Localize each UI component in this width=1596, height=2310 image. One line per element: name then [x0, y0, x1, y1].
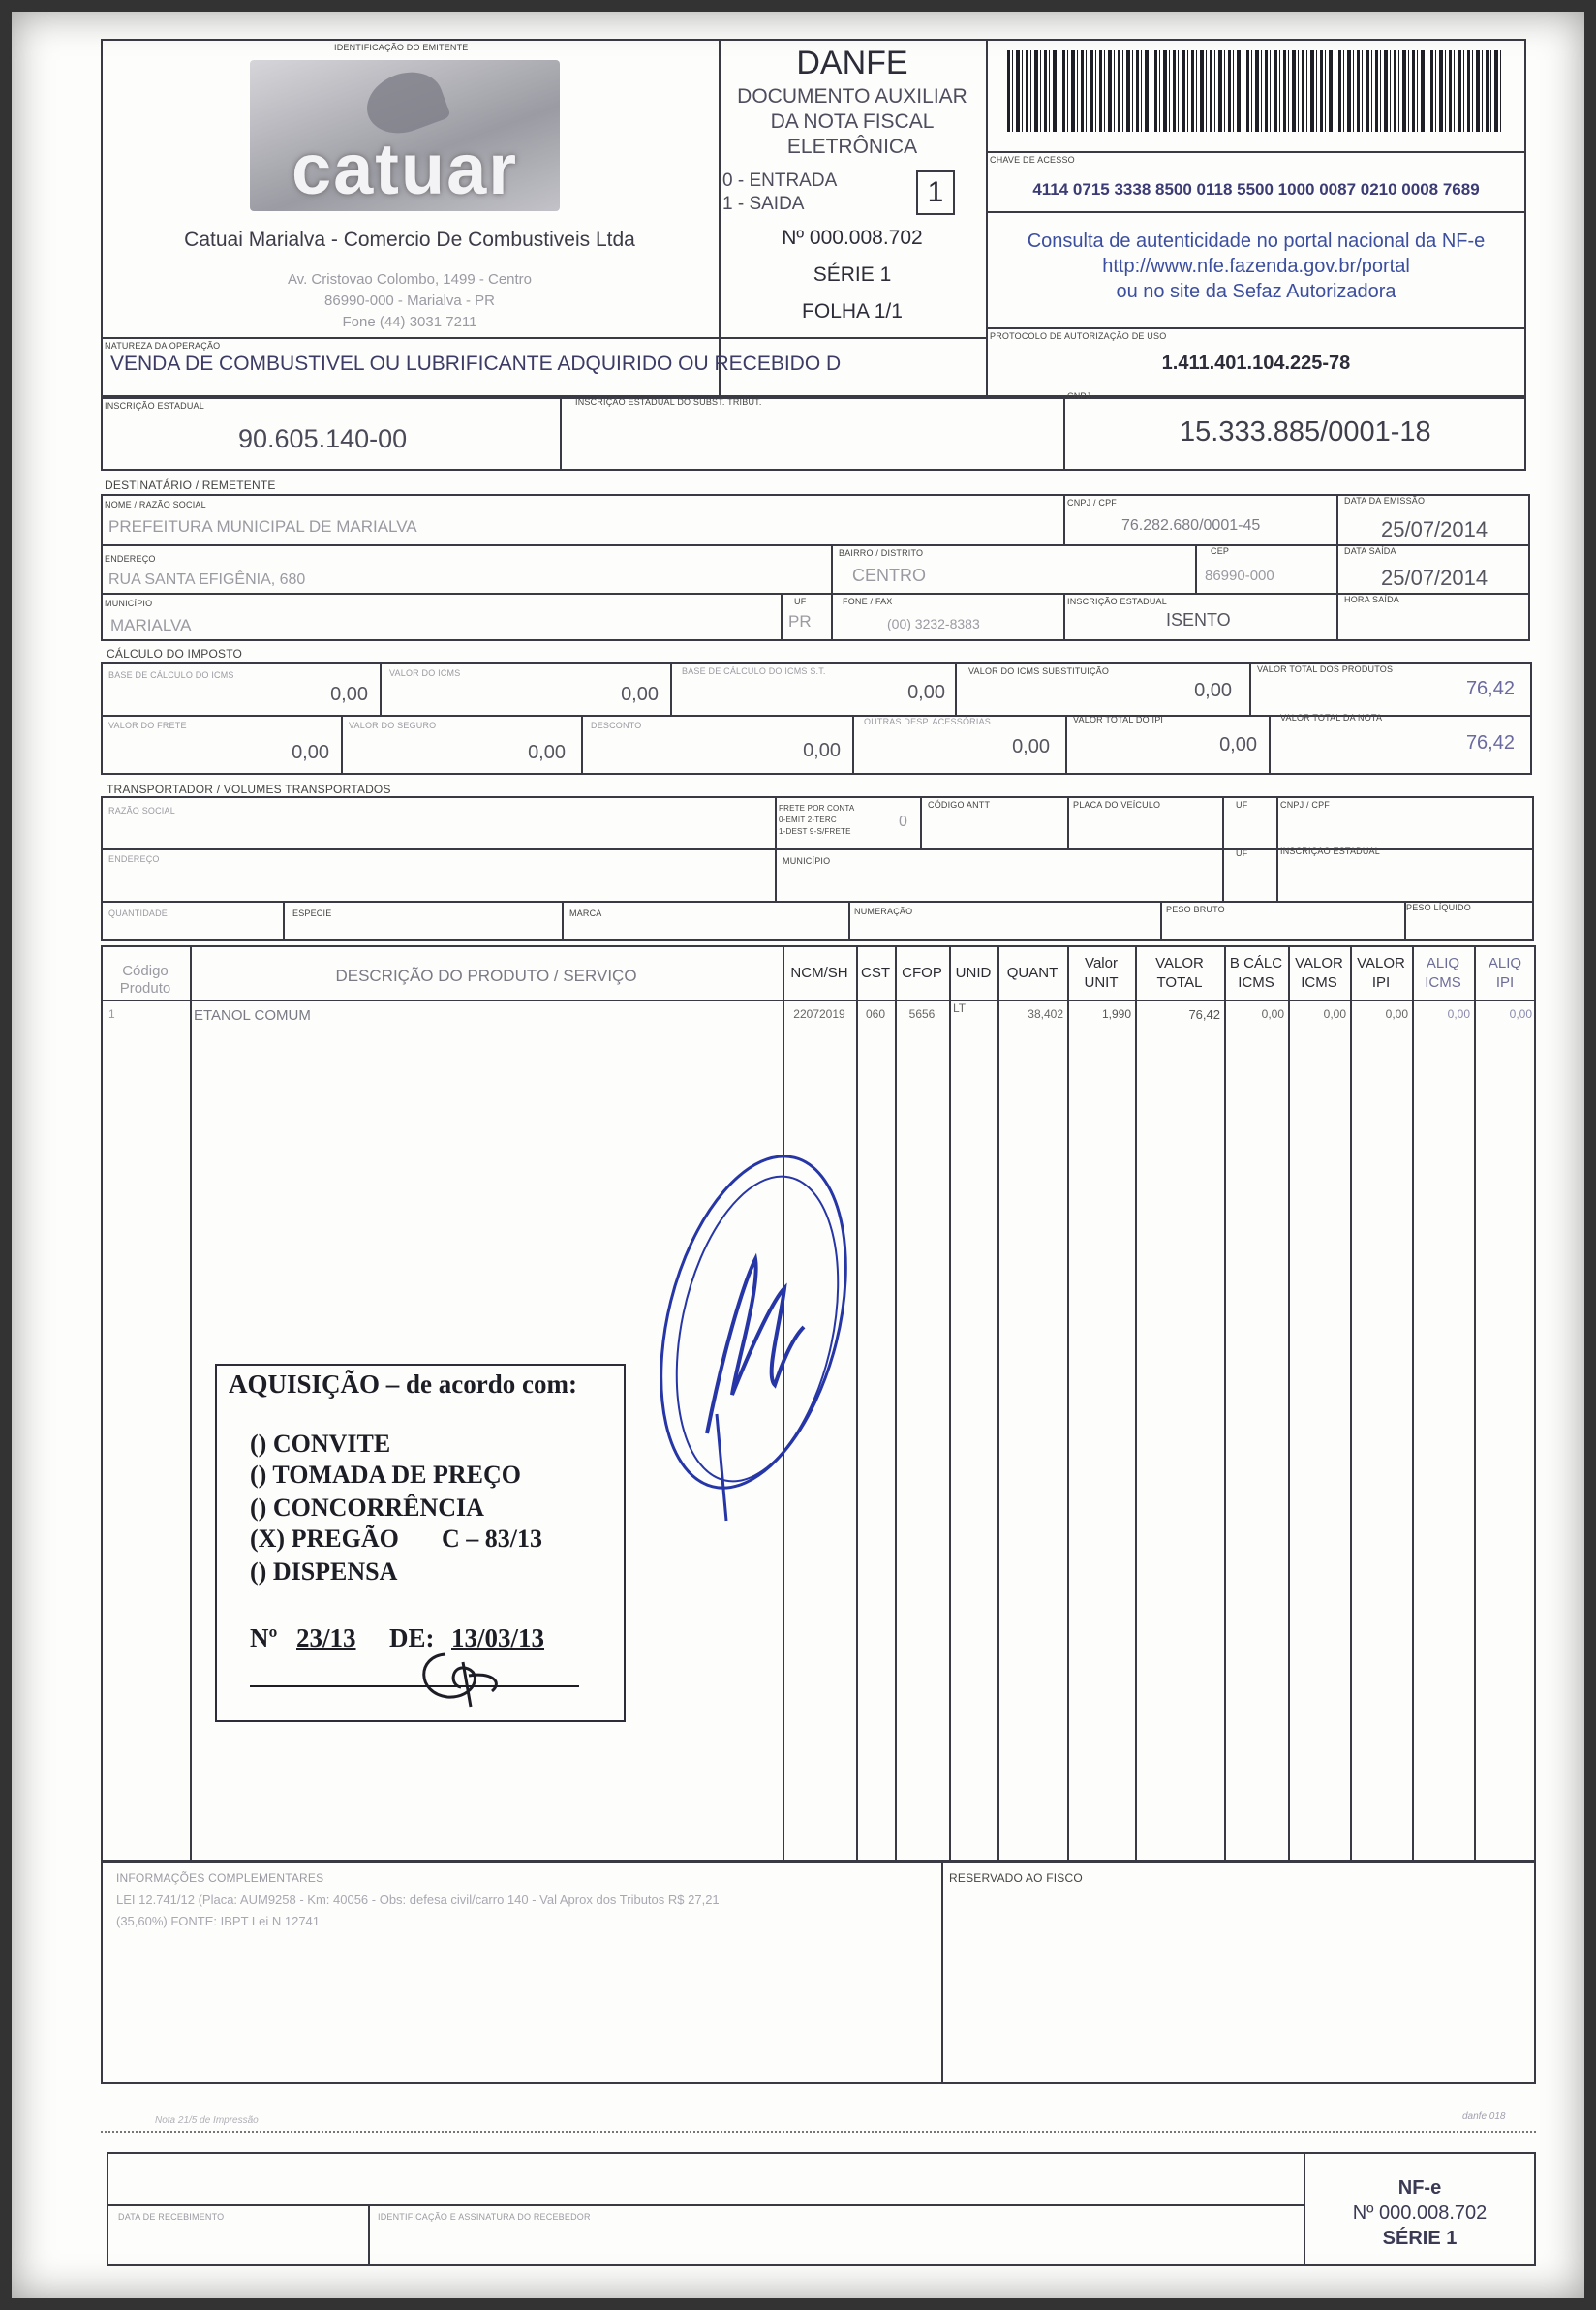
signature	[639, 1143, 872, 1550]
uf-label: UF	[794, 597, 807, 606]
frete-opts1: 0-EMIT 2-TERC	[779, 816, 837, 824]
marca-label: MARCA	[569, 909, 602, 918]
frete-value: 0,00	[292, 742, 329, 763]
info-line1: LEI 12.741/12 (Placa: AUM9258 - Km: 40056 - Obs: defesa civil/carro 140 - Val Aprox dos Tributos R$ 27,21	[116, 1893, 720, 1907]
dest-ie-label: INSCRIÇÃO ESTADUAL	[1067, 597, 1167, 606]
fone-label: FONE / FAX	[843, 597, 893, 606]
footer-left-note: Nota 21/5 de Impressão	[155, 2115, 259, 2126]
saida-label: 1 - SAIDA	[722, 194, 805, 214]
stamp-convite: () CONVITE	[250, 1430, 391, 1458]
th-bcalc-2: ICMS	[1238, 974, 1274, 991]
quantidade-label: QUANTIDADE	[108, 909, 169, 918]
emitente-label: IDENTIFICAÇÃO DO EMITENTE	[334, 43, 469, 52]
logo-text: catuar	[291, 129, 519, 209]
th-bcalc-1: B CÁLC	[1229, 955, 1283, 971]
tipo-value: 1	[927, 176, 944, 208]
th-vtotal-2: TOTAL	[1156, 974, 1203, 991]
emissao-label: DATA DA EMISSÃO	[1344, 496, 1426, 506]
peso-liquido-label: PESO LÍQUIDO	[1406, 903, 1471, 912]
total-nota-value: 76,42	[1465, 732, 1515, 754]
nome-value: PREFEITURA MUNICIPAL DE MARIALVA	[108, 517, 417, 536]
nome-label: NOME / RAZÃO SOCIAL	[105, 500, 206, 509]
th-descricao: DESCRIÇÃO DO PRODUTO / SERVIÇO	[335, 967, 637, 985]
th-codigo-2: Produto	[119, 980, 171, 997]
cell-cfop: 5656	[908, 1007, 936, 1021]
transp-cnpj-label: CNPJ / CPF	[1280, 800, 1331, 810]
th-ncm: NCM/SH	[790, 965, 848, 981]
danfe-numero: Nº 000.008.702	[782, 227, 923, 249]
cnpj-value: 15.333.885/0001-18	[1180, 416, 1431, 447]
th-aicms-2: ICMS	[1425, 974, 1461, 991]
th-vipi-1: VALOR	[1357, 955, 1405, 971]
destinatario-section: DESTINATÁRIO / REMETENTE	[105, 478, 276, 492]
stamp-num: 23/13	[296, 1623, 356, 1652]
uf-value: PR	[788, 612, 812, 631]
municipio-label: MUNICÍPIO	[105, 599, 153, 608]
ie-label: INSCRIÇÃO ESTADUAL	[105, 401, 204, 411]
logo	[250, 60, 560, 211]
th-codigo-1: Código	[122, 963, 169, 979]
chave-value: 4114 0715 3338 8500 0118 5500 1000 0087 0210 0008 7689	[1032, 180, 1480, 199]
imposto-section: CÁLCULO DO IMPOSTO	[107, 647, 243, 661]
bc-icms-st-value: 0,00	[907, 682, 945, 703]
th-aipi-2: IPI	[1495, 974, 1515, 991]
th-cfop: CFOP	[902, 965, 942, 981]
footer-right-note: danfe 018	[1462, 2111, 1506, 2122]
danfe-line3: ELETRÔNICA	[786, 136, 918, 158]
transportador-section: TRANSPORTADOR / VOLUMES TRANSPORTADOS	[107, 783, 391, 796]
v-icms-st-value: 0,00	[1194, 680, 1232, 701]
fisco-label: RESERVADO AO FISCO	[949, 1871, 1083, 1885]
frete-label: VALOR DO FRETE	[108, 721, 187, 730]
cell-descricao: ETANOL COMUM	[194, 1007, 311, 1024]
total-ipi-label: VALOR TOTAL DO IPI	[1073, 715, 1164, 724]
especie-label: ESPÉCIE	[292, 909, 332, 918]
stamp-pregao-num: C – 83/13	[442, 1525, 542, 1553]
razao-label: RAZÃO SOCIAL	[108, 806, 175, 816]
emitente-phone: Fone (44) 3031 7211	[342, 314, 477, 330]
stamp-pregao: (X) PREGÃO	[250, 1525, 399, 1553]
cell-aipi: 0,00	[1509, 1007, 1532, 1021]
danfe-line2: DA NOTA FISCAL	[770, 110, 935, 133]
peso-bruto-label: PESO BRUTO	[1166, 905, 1225, 914]
natureza-value: VENDA DE COMBUSTIVEL OU LUBRIFICANTE ADQUIRIDO OU RECEBIDO D	[110, 353, 842, 375]
cell-bcalc: 0,00	[1261, 1007, 1284, 1021]
stamp-concorrencia: () CONCORRÊNCIA	[250, 1494, 484, 1522]
danfe-serie: SÉRIE 1	[813, 263, 892, 286]
transp-uf-label: UF	[1236, 800, 1248, 810]
cep-label: CEP	[1211, 546, 1230, 556]
info-line2: (35,60%) FONTE: IBPT Lei N 12741	[116, 1914, 321, 1928]
consulta-line1: Consulta de autenticidade no portal nacional da NF-e	[1027, 231, 1486, 252]
v-icms-value: 0,00	[621, 684, 659, 705]
cnpj-label: CNPJ	[1067, 391, 1091, 401]
frete-por-conta-label: FRETE POR CONTA	[779, 804, 855, 813]
stamp-signature	[407, 1643, 513, 1710]
total-ipi-value: 0,00	[1219, 734, 1257, 755]
cell-vicms: 0,00	[1323, 1007, 1346, 1021]
cut-line	[101, 2131, 1536, 2133]
protocolo-value: 1.411.401.104.225-78	[1161, 353, 1351, 374]
protocolo-label: PROTOCOLO DE AUTORIZAÇÃO DE USO	[990, 331, 1167, 341]
dest-cnpj-value: 76.282.680/0001-45	[1121, 517, 1261, 534]
th-aipi-1: ALIQ	[1488, 955, 1522, 971]
cell-codigo: 1	[108, 1007, 115, 1021]
dest-ie-value: ISENTO	[1166, 610, 1231, 630]
entrada-label: 0 - ENTRADA	[722, 170, 838, 191]
stamp-title: AQUISIÇÃO – de acordo com:	[229, 1370, 577, 1399]
natureza-label: NATUREZA DA OPERAÇÃO	[105, 341, 221, 351]
saida-value: 25/07/2014	[1381, 566, 1489, 590]
stamp-num-label: Nº	[250, 1623, 278, 1652]
cell-vtotal: 76,42	[1188, 1007, 1220, 1022]
data-recebimento-label: DATA DE RECEBIMENTO	[118, 2212, 225, 2222]
th-vicms-1: VALOR	[1295, 955, 1343, 971]
frete-opts2: 1-DEST 9-S/FRETE	[779, 827, 851, 836]
th-vicms-2: ICMS	[1301, 974, 1337, 991]
danfe-folha: FOLHA 1/1	[802, 300, 903, 323]
chave-label: CHAVE DE ACESSO	[990, 155, 1075, 165]
transp-municipio-label: MUNICÍPIO	[783, 856, 831, 866]
saida-label: DATA SAÍDA	[1344, 546, 1396, 556]
endereco-label: ENDEREÇO	[105, 554, 156, 564]
danfe-title: DANFE	[796, 45, 908, 81]
canhoto-nfe: NF-e	[1397, 2177, 1442, 2199]
stamp-de-label: DE:	[389, 1623, 435, 1652]
desconto-label: DESCONTO	[591, 721, 642, 730]
cell-cst: 060	[865, 1007, 886, 1021]
consulta-line2: http://www.nfe.fazenda.gov.br/portal	[1102, 256, 1410, 277]
endereco-value: RUA SANTA EFIGÊNIA, 680	[108, 571, 306, 588]
bc-icms-st-label: BASE DE CÁLCULO DO ICMS S.T.	[682, 666, 826, 676]
cell-unid: LT	[953, 1001, 967, 1015]
cell-vipi: 0,00	[1385, 1007, 1408, 1021]
v-icms-label: VALOR DO ICMS	[389, 668, 461, 678]
ie-st-label: INSCRIÇÃO ESTADUAL DO SUBST. TRIBUT.	[575, 397, 762, 407]
bairro-label: BAIRRO / DISTRITO	[839, 548, 924, 558]
stamp-de: 13/03/13	[451, 1623, 545, 1652]
canhoto-numero: Nº 000.008.702	[1352, 2202, 1488, 2224]
transp-uf2-label: UF	[1236, 848, 1248, 858]
seguro-label: VALOR DO SEGURO	[349, 721, 437, 730]
th-vipi-2: IPI	[1371, 974, 1391, 991]
canhoto-serie: SÉRIE 1	[1382, 2228, 1458, 2249]
info-label: INFORMAÇÕES COMPLEMENTARES	[116, 1871, 324, 1885]
destinatario-box	[101, 494, 1530, 641]
cell-aicms: 0,00	[1447, 1007, 1470, 1021]
total-nota-label: VALOR TOTAL DA NOTA	[1280, 713, 1383, 723]
outras-value: 0,00	[1012, 736, 1050, 757]
th-vtotal-1: VALOR	[1155, 955, 1204, 971]
outras-label: OUTRAS DESP. ACESSÓRIAS	[864, 717, 991, 726]
id-recebedor-label: IDENTIFICAÇÃO E ASSINATURA DO RECEBEDOR	[378, 2212, 591, 2222]
ie-value: 90.605.140-00	[238, 424, 408, 453]
placa-label: PLACA DO VEÍCULO	[1073, 800, 1161, 810]
consulta-line3: ou no site da Sefaz Autorizadora	[1116, 281, 1396, 302]
emissao-value: 25/07/2014	[1381, 517, 1489, 541]
cell-ncm: 22072019	[793, 1007, 845, 1021]
cell-quant: 38,402	[1028, 1007, 1063, 1021]
emitente-name: Catuai Marialva - Comercio De Combustiveis Ltda	[184, 229, 635, 251]
th-cst: CST	[861, 965, 890, 981]
hora-label: HORA SAÍDA	[1344, 595, 1400, 604]
stamp-dispensa: () DISPENSA	[250, 1557, 398, 1586]
municipio-value: MARIALVA	[110, 616, 192, 634]
total-produtos-value: 76,42	[1465, 678, 1515, 699]
danfe-line1: DOCUMENTO AUXILIAR	[737, 85, 967, 108]
barcode	[1007, 50, 1501, 132]
dest-cnpj-label: CNPJ / CPF	[1067, 498, 1118, 508]
fone-value: (00) 3232-8383	[887, 616, 980, 631]
bairro-value: CENTRO	[852, 566, 926, 585]
stamp-tomada: () TOMADA DE PREÇO	[250, 1461, 521, 1489]
th-quant: QUANT	[1006, 965, 1059, 981]
bc-icms-value: 0,00	[330, 684, 368, 705]
th-vunit-2: UNIT	[1084, 974, 1119, 991]
bc-icms-label: BASE DE CÁLCULO DO ICMS	[108, 670, 234, 680]
cell-vunit: 1,990	[1101, 1007, 1131, 1021]
th-aicms-1: ALIQ	[1426, 955, 1460, 971]
cep-value: 86990-000	[1205, 568, 1274, 584]
transp-endereco-label: ENDEREÇO	[108, 854, 160, 864]
th-vunit-1: Valor	[1085, 955, 1118, 971]
numeracao-label: NUMERAÇÃO	[854, 907, 913, 916]
total-produtos-label: VALOR TOTAL DOS PRODUTOS	[1257, 664, 1394, 674]
frete-value: 0	[899, 814, 907, 830]
emitente-address1: Av. Cristovao Colombo, 1499 - Centro	[287, 271, 533, 288]
emitente-address2: 86990-000 - Marialva - PR	[324, 293, 495, 309]
transp-ie-label: INSCRIÇÃO ESTADUAL	[1280, 847, 1380, 856]
seguro-value: 0,00	[528, 742, 566, 763]
th-unid: UNID	[955, 965, 992, 981]
antt-label: CÓDIGO ANTT	[928, 800, 991, 810]
desconto-value: 0,00	[803, 740, 841, 761]
v-icms-st-label: VALOR DO ICMS SUBSTITUIÇÃO	[968, 666, 1110, 676]
